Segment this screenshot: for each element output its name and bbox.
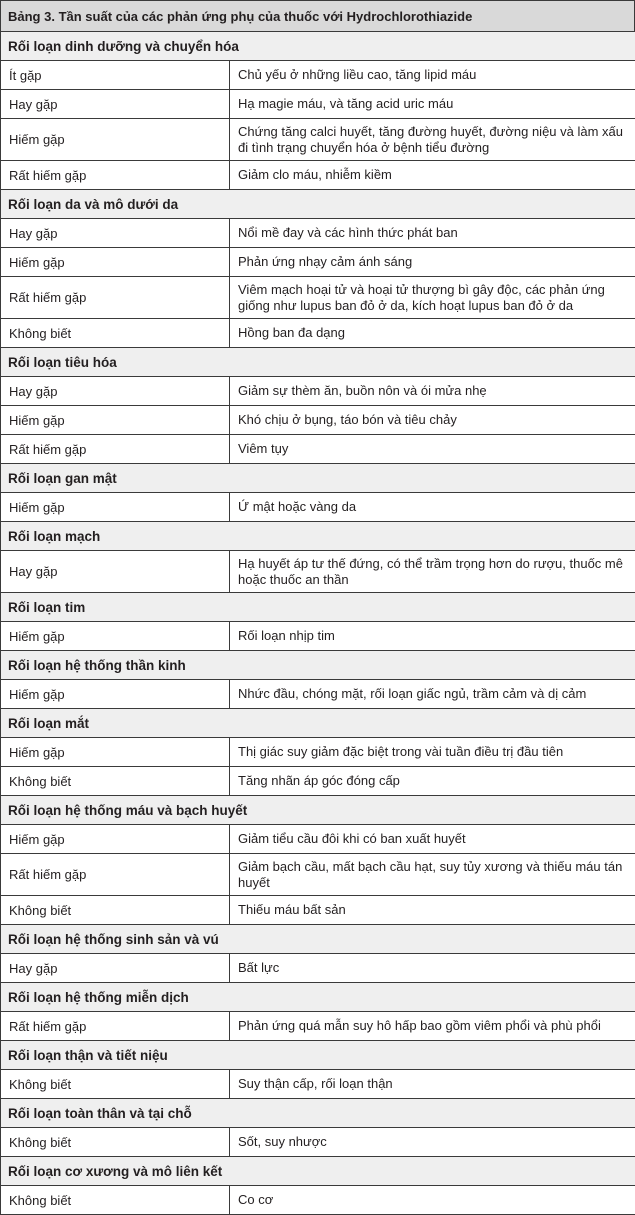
table-row	[1, 737, 635, 766]
reaction-cell: Nhức đầu, chóng mặt, rối loạn giấc ngủ, trầm cảm và dị cảm	[238, 686, 587, 701]
section-heading-label: Rối loạn da và mô dưới da	[8, 196, 179, 212]
table-row	[1, 1069, 635, 1098]
section-heading-label: Rối loạn cơ xương và mô liên kết	[8, 1163, 223, 1179]
table-row	[1, 492, 635, 521]
table-row	[1, 218, 635, 247]
reaction-cell: Thị giác suy giảm đặc biệt trong vài tuần điều trị đầu tiên	[238, 744, 564, 759]
frequency-cell: Không biết	[1, 767, 230, 795]
section-heading-label: Rối loạn tim	[8, 599, 86, 615]
frequency-cell: Không biết	[1, 1128, 230, 1156]
table-row	[1, 824, 635, 853]
reaction-cell: Giảm tiểu cầu đôi khi có ban xuất huyết	[238, 831, 466, 846]
reaction-cell: Viêm mạch hoại tử và hoại tử thượng bì gây độc, các phản ứng giống như lupus ban đỏ ở da, kích hoạt lupus ban đỏ ở da	[238, 281, 605, 313]
table-row	[1, 550, 635, 592]
reaction-cell: Khó chịu ở bụng, táo bón và tiêu chảy	[238, 412, 457, 427]
table-row	[1, 89, 635, 118]
section-heading	[1, 795, 635, 824]
section-heading-label: Rối loạn hệ thống miễn dịch	[8, 989, 189, 1005]
section-heading	[1, 189, 635, 218]
table-row	[1, 376, 635, 405]
reaction-cell: Suy thận cấp, rối loạn thận	[238, 1076, 393, 1091]
table-row	[1, 247, 635, 276]
section-heading	[1, 463, 635, 492]
frequency-cell: Hiếm gặp	[1, 248, 230, 276]
section-heading	[1, 1040, 635, 1069]
reaction-cell: Phản ứng quá mẫn suy hô hấp bao gồm viêm phổi và phù phổi	[238, 1018, 601, 1033]
table-row	[1, 118, 635, 160]
frequency-cell: Hiếm gặp	[1, 622, 230, 650]
reaction-cell: Chứng tăng calci huyết, tăng đường huyết, đường niệu và làm xấu đi tình trạng chuyển hóa ở bệnh tiểu đường	[238, 123, 623, 155]
section-heading	[1, 1098, 635, 1127]
frequency-cell: Ít gặp	[1, 61, 230, 89]
frequency-cell: Hiếm gặp	[1, 493, 230, 521]
section-heading	[1, 708, 635, 737]
frequency-cell: Hay gặp	[1, 551, 230, 592]
table-row	[1, 1127, 635, 1156]
table-body	[1, 31, 635, 1214]
reaction-cell: Hạ huyết áp tư thế đứng, có thể trầm trọng hơn do rượu, thuốc mê hoặc thuốc an thần	[238, 555, 623, 587]
frequency-cell: Hay gặp	[1, 377, 230, 405]
frequency-cell: Hiếm gặp	[1, 738, 230, 766]
reaction-cell: Thiếu máu bất sản	[238, 902, 346, 917]
section-heading-label: Rối loạn hệ thống sinh sản và vú	[8, 931, 219, 947]
section-heading-label: Rối loạn dinh dưỡng và chuyển hóa	[8, 38, 239, 54]
section-heading-label: Rối loạn gan mật	[8, 470, 117, 486]
table-row	[1, 1011, 635, 1040]
section-heading-label: Rối loạn hệ thống thần kinh	[8, 657, 186, 673]
section-heading-label: Rối loạn mạch	[8, 528, 101, 544]
table-row	[1, 895, 635, 924]
table-row	[1, 405, 635, 434]
frequency-cell: Hiếm gặp	[1, 825, 230, 853]
table-row	[1, 434, 635, 463]
table-caption	[1, 0, 634, 31]
frequency-cell: Hay gặp	[1, 219, 230, 247]
frequency-cell: Không biết	[1, 1070, 230, 1098]
reaction-cell: Ứ mật hoặc vàng da	[238, 499, 357, 514]
reaction-cell: Chủ yếu ở những liều cao, tăng lipid máu	[238, 67, 477, 82]
frequency-cell: Rất hiếm gặp	[1, 854, 230, 895]
table-row	[1, 318, 635, 347]
reaction-cell: Tăng nhãn áp góc đóng cấp	[238, 773, 400, 788]
frequency-cell: Không biết	[1, 319, 230, 347]
frequency-cell: Rất hiếm gặp	[1, 435, 230, 463]
reaction-cell: Phản ứng nhạy cảm ánh sáng	[238, 254, 413, 269]
frequency-cell: Hay gặp	[1, 90, 230, 118]
table-row	[1, 60, 635, 89]
frequency-cell: Hiếm gặp	[1, 119, 230, 160]
section-heading	[1, 650, 635, 679]
frequency-cell: Hay gặp	[1, 954, 230, 982]
section-heading-label: Rối loạn hệ thống máu và bạch huyết	[8, 802, 248, 818]
table-row	[1, 766, 635, 795]
reaction-cell: Viêm tụy	[238, 441, 289, 456]
table-row	[1, 853, 635, 895]
reaction-cell: Sốt, suy nhược	[238, 1134, 327, 1149]
table-row	[1, 276, 635, 318]
table-title: Bảng 3. Tần suất của các phản ứng phụ của thuốc với Hydrochlorothiazide	[8, 8, 473, 24]
frequency-cell: Không biết	[1, 1186, 230, 1214]
reaction-cell: Giảm bạch cầu, mất bạch cầu hạt, suy tủy xương và thiếu máu tán huyết	[238, 858, 623, 890]
section-heading-label: Rối loạn mắt	[8, 715, 90, 731]
section-heading	[1, 982, 635, 1011]
section-heading	[1, 347, 635, 376]
frequency-cell: Rất hiếm gặp	[1, 161, 230, 189]
reaction-cell: Giảm clo máu, nhiễm kiềm	[238, 167, 392, 182]
reaction-cell: Co cơ	[238, 1192, 274, 1207]
table-row	[1, 679, 635, 708]
reaction-cell: Hồng ban đa dạng	[238, 325, 345, 340]
reaction-cell: Nổi mề đay và các hình thức phát ban	[238, 225, 458, 240]
section-heading-label: Rối loạn tiêu hóa	[8, 354, 117, 370]
section-heading	[1, 924, 635, 953]
reaction-cell: Bất lực	[238, 960, 280, 975]
frequency-cell: Rất hiếm gặp	[1, 277, 230, 318]
frequency-cell: Không biết	[1, 896, 230, 924]
section-heading	[1, 592, 635, 621]
reaction-cell: Rối loạn nhịp tim	[238, 628, 335, 643]
frequency-cell: Rất hiếm gặp	[1, 1012, 230, 1040]
frequency-cell: Hiếm gặp	[1, 680, 230, 708]
section-heading	[1, 31, 635, 60]
section-heading-label: Rối loạn toàn thân và tại chỗ	[8, 1105, 192, 1121]
reaction-cell: Giảm sự thèm ăn, buồn nôn và ói mửa nhẹ	[238, 383, 487, 398]
table-row	[1, 953, 635, 982]
table-row	[1, 621, 635, 650]
section-heading-label: Rối loạn thận và tiết niệu	[8, 1047, 168, 1063]
frequency-cell: Hiếm gặp	[1, 406, 230, 434]
section-heading	[1, 1156, 635, 1185]
section-heading	[1, 521, 635, 550]
table-row	[1, 160, 635, 189]
reaction-cell: Hạ magie máu, và tăng acid uric máu	[238, 96, 454, 111]
